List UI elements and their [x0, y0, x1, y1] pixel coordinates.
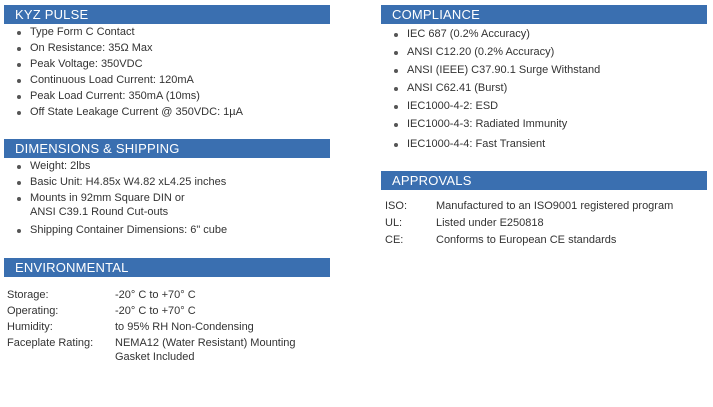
list-item — [4, 175, 330, 191]
list-item-text: Off State Leakage Current @ 350VDC: 1µA — [30, 106, 243, 118]
row-value: Conforms to European CE standards — [436, 234, 617, 246]
list-item-text: IEC1000-4-3: Radiated Immunity — [407, 118, 568, 130]
list-item — [4, 57, 330, 73]
row-value: Manufactured to an ISO9001 registered program — [436, 200, 674, 212]
environmental-table — [4, 288, 330, 366]
list-item — [4, 89, 330, 105]
list-item — [381, 63, 707, 81]
approvals-header: APPROVALS — [381, 171, 707, 190]
approvals-table — [381, 199, 707, 250]
bullet-icon — [394, 105, 398, 109]
list-item — [381, 99, 707, 117]
row-value: Listed under E250818 — [436, 217, 544, 229]
bullet-icon — [394, 143, 398, 147]
bullet-icon — [394, 123, 398, 127]
list-item — [4, 223, 330, 239]
row-value: -20° C to +70° C — [115, 305, 196, 317]
row-value: -20° C to +70° C — [115, 289, 196, 301]
row-label: CE: — [385, 234, 404, 246]
environmental-section — [4, 258, 330, 366]
row-label: Faceplate Rating: — [7, 337, 94, 349]
list-item — [381, 81, 707, 99]
list-item-text: Type Form C Contact — [30, 26, 135, 38]
table-row — [7, 320, 330, 336]
list-item-text: Peak Voltage: 350VDC — [30, 58, 143, 70]
compliance-list — [381, 27, 707, 155]
list-item-text: ANSI C39.1 Round Cut-outs — [30, 206, 169, 218]
compliance-section — [381, 5, 707, 155]
bullet-icon — [17, 63, 21, 67]
list-item-text: IEC1000-4-4: Fast Transient — [407, 138, 546, 150]
bullet-icon — [17, 165, 21, 169]
list-item-text: Shipping Container Dimensions: 6" cube — [30, 224, 228, 236]
bullet-icon — [394, 69, 398, 73]
bullet-icon — [394, 87, 398, 91]
list-item-text: On Resistance: 35Ω Max — [30, 42, 153, 54]
kyz-pulse-section — [4, 5, 330, 121]
compliance-header: COMPLIANCE — [381, 5, 707, 24]
bullet-icon — [17, 111, 21, 115]
table-row — [385, 199, 707, 216]
kyz-pulse-list — [4, 25, 330, 121]
kyz-pulse-header: KYZ PULSE — [4, 5, 330, 24]
list-item-text: ANSI C12.20 (0.2% Accuracy) — [407, 46, 555, 58]
bullet-icon — [394, 33, 398, 37]
dimensions-section — [4, 139, 330, 239]
bullet-icon — [17, 31, 21, 35]
bullet-icon — [17, 47, 21, 51]
list-item — [381, 137, 707, 155]
table-row — [385, 216, 707, 233]
list-item — [4, 25, 330, 41]
bullet-icon — [17, 181, 21, 185]
row-value: to 95% RH Non-Condensing — [115, 321, 254, 333]
row-label: UL: — [385, 217, 403, 229]
row-value: NEMA12 (Water Resistant) Mounting — [115, 337, 296, 349]
list-item-text: IEC 687 (0.2% Accuracy) — [407, 28, 530, 40]
dimensions-list — [4, 159, 330, 239]
bullet-icon — [394, 51, 398, 55]
list-item — [4, 191, 330, 205]
list-item-continuation — [4, 205, 330, 223]
list-item — [381, 117, 707, 137]
bullet-icon — [17, 95, 21, 99]
row-label: Storage: — [7, 289, 49, 301]
row-label: Operating: — [7, 305, 59, 317]
bullet-icon — [17, 79, 21, 83]
list-item-text: IEC1000-4-2: ESD — [407, 100, 499, 112]
row-label: Humidity: — [7, 321, 53, 333]
dimensions-header: DIMENSIONS & SHIPPING — [4, 139, 330, 158]
bullet-icon — [17, 197, 21, 201]
list-item-text: Basic Unit: H4.85x W4.82 xL4.25 inches — [30, 176, 227, 188]
table-row — [385, 233, 707, 250]
list-item — [4, 41, 330, 57]
list-item-text: Weight: 2lbs — [30, 160, 91, 172]
list-item — [4, 159, 330, 175]
environmental-header: ENVIRONMENTAL — [4, 258, 330, 277]
list-item — [4, 73, 330, 89]
list-item-text: ANSI (IEEE) C37.90.1 Surge Withstand — [407, 64, 601, 76]
list-item — [381, 27, 707, 45]
list-item-text: Mounts in 92mm Square DIN or — [30, 192, 185, 204]
list-item-text: ANSI C62.41 (Burst) — [407, 82, 508, 94]
list-item — [4, 105, 330, 121]
list-item-text: Peak Load Current: 350mA (10ms) — [30, 90, 200, 102]
table-row — [7, 288, 330, 304]
row-value-continuation: Gasket Included — [115, 351, 195, 363]
bullet-icon — [17, 229, 21, 233]
list-item-text: Continuous Load Current: 120mA — [30, 74, 194, 86]
approvals-section — [381, 171, 707, 250]
row-label: ISO: — [385, 200, 408, 212]
list-item — [381, 45, 707, 63]
table-row — [7, 336, 330, 366]
table-row — [7, 304, 330, 320]
